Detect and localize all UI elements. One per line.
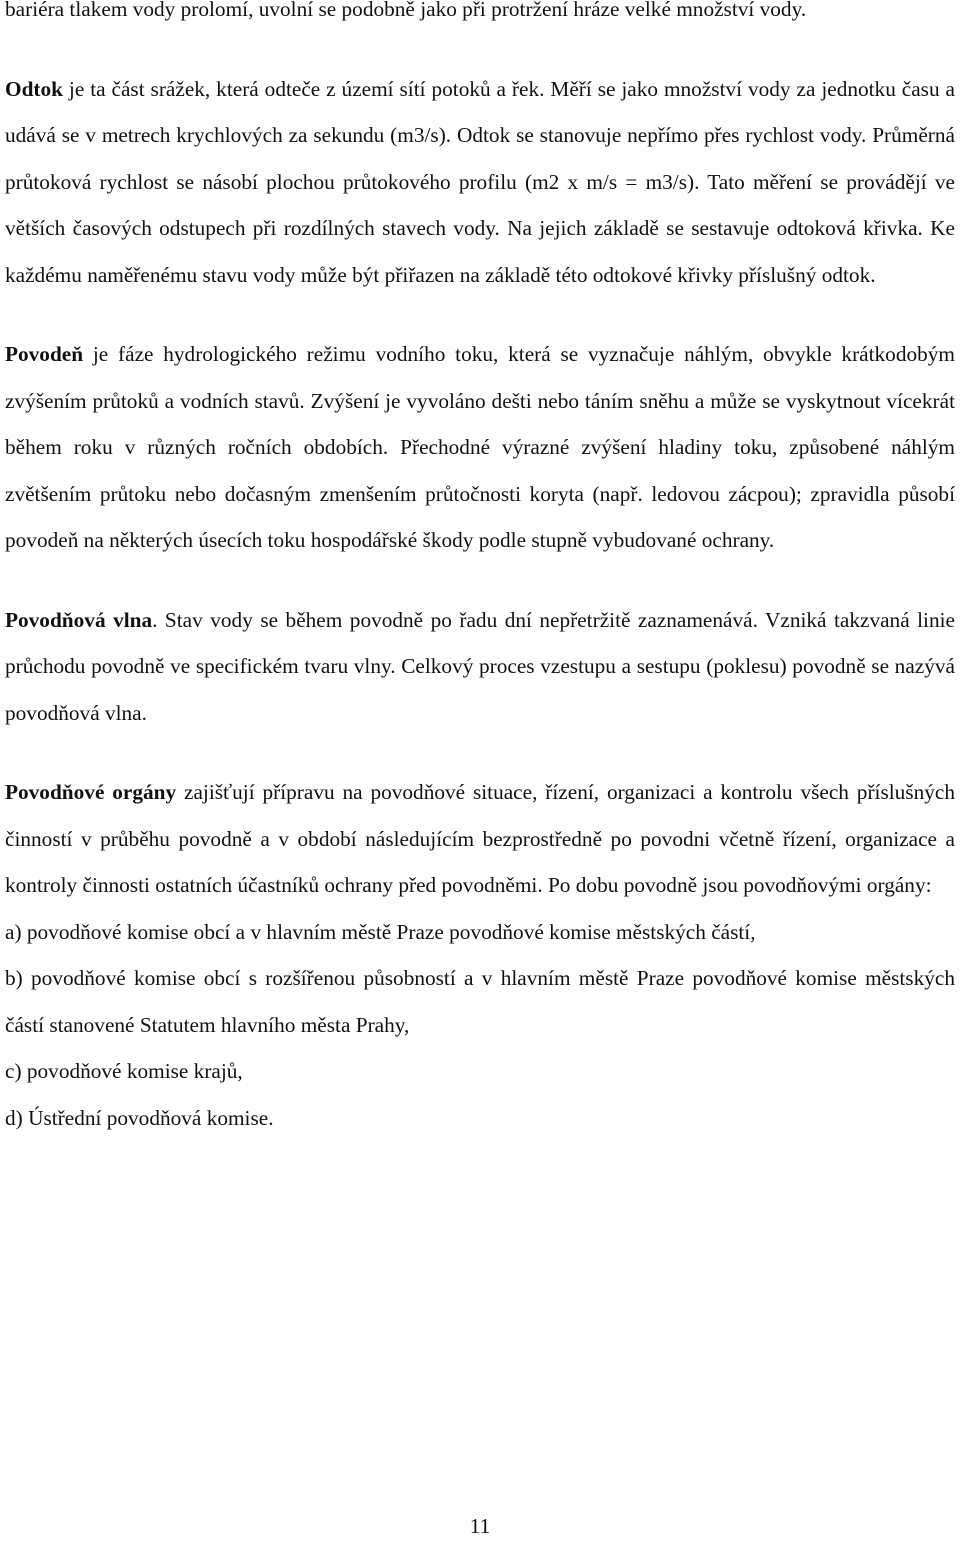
document-page [5,0,955,1141]
paragraph-continuation [5,0,955,33]
list-item: a) povodňové komise obcí a v hlavním městě Praze povodňové komise městských částí, [5,919,756,944]
paragraph-text: . Stav vody se během povodně po řadu dní nepřetržitě zaznamenává. Vzniká takzvaná linie průchodu povodně ve specifickém tvaru vlny. Celkový proces vzestupu a sestupu (poklesu) povodně se nazývá povodňová vlna. [5,607,955,725]
term-odtok: Odtok [5,76,63,101]
organy-list [5,909,955,1142]
page-number: 11 [469,1514,491,1538]
list-item: b) povodňové komise obcí s rozšířenou působností a v hlavním městě Praze povodňové komise městských částí stanovené Statutem hlavního města Prahy, [5,966,955,1037]
list-item: d) Ústřední povodňová komise. [5,1105,274,1130]
paragraph-text: zajišťují přípravu na povodňové situace, řízení, organizaci a kontrolu všech příslušných činností v průběhu povodně a v období následujícím bezprostředně po povodni včetně řízení, organizace a kontroly činnosti ostatních účastníků ochrany před povodněmi. Po dobu povodně jsou povodňovými orgány: [5,780,955,897]
paragraph-povoden [5,331,955,564]
paragraph-text: bariéra tlakem vody prolomí, uvolní se podobně jako při protržení hráze velké množství vody. [5,0,807,21]
term-povoden: Povodeň [5,342,84,366]
paragraph-povodnove-organy [5,769,955,909]
paragraph-text: je fáze hydrologického režimu vodního toku, která se vyznačuje náhlým, obvykle krátkodobým zvýšením průtoků a vodních stavů. Zvýšení je vyvoláno dešti nebo táním sněhu a může se vyskytnout vícekrát během roku v různých ročních obdobích. Přechodné výrazné zvýšení hladiny toku, způsobené náhlým zvětšením průtoku nebo dočasným zmenšením průtočnosti koryta (např. ledovou zácpou); zpravidla působí povodeň na některých úsecích toku hospodářské škody podle stupně vybudované ochrany. [5,342,955,552]
term-povodnova-vlna: Povodňová vlna [5,607,153,632]
paragraph-odtok [5,66,955,299]
term-povodnove-organy: Povodňové orgány [5,780,177,804]
list-item: c) povodňové komise krajů, [5,1059,243,1083]
paragraph-text: je ta část srážek, která odteče z území sítí potoků a řek. Měří se jako množství vody za jednotku času a udává se v metrech krychlových za sekundu (m3/s). Odtok se stanovuje nepřímo přes rychlost vody. Průměrná průtoková rychlost se násobí plochou průtokového profilu (m2 x m/s = m3/s). Tato měření se provádějí ve větších časových odstupech při rozdílných stavech vody. Na jejich základě se sestavuje odtoková křivka. Ke každému naměřenému stavu vody může být přiřazen na základě této odtokové křivky příslušný odtok. [5,76,955,287]
paragraph-povodnova-vlna [5,597,955,737]
